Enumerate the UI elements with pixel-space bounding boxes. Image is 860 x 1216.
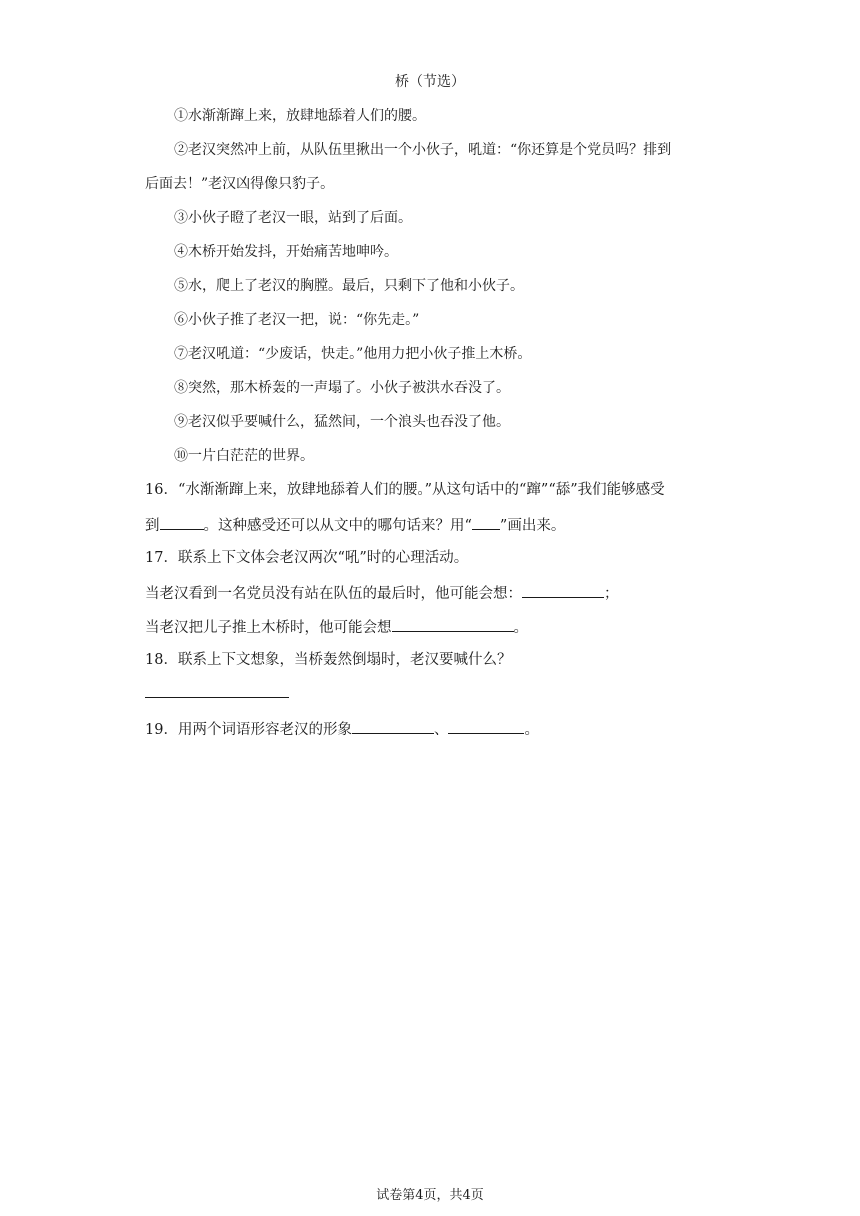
paragraph-6: ⑥小伙子推了老汉一把，说：“你先走。”: [174, 312, 420, 328]
question-19: [145, 719, 539, 739]
paragraph-2: ②老汉突然冲上前，从队伍里揪出一个小伙子，吼道：“你还算是个党员吗？排到: [174, 142, 672, 158]
question-18: 18．联系上下文想象，当桥轰然倒塌时，老汉要喊什么？: [145, 652, 512, 668]
answer-blank-19a[interactable]: [352, 719, 434, 734]
paragraph-3: ③小伙子瞪了老汉一眼，站到了后面。: [174, 210, 412, 226]
question-19-text-c: 。: [524, 722, 539, 738]
question-16-text-a: 到: [145, 518, 160, 534]
question-17-text-a: 当老汉看到一名党员没有站在队伍的最后时，他可能会想：: [145, 586, 522, 602]
question-19-text-a: 19．用两个词语形容老汉的形象: [145, 722, 352, 738]
paragraph-5: ⑤水，爬上了老汉的胸膛。最后，只剩下了他和小伙子。: [174, 278, 524, 294]
paragraph-2-continued: 后面去！”老汉凶得像只豹子。: [145, 176, 335, 192]
paragraph-8: ⑧突然，那木桥轰的一声塌了。小伙子被洪水吞没了。: [174, 380, 510, 396]
question-16-line1: 16．“水渐渐蹿上来，放肆地舔着人们的腰。”从这句话中的“蹿”“舔”我们能够感受: [145, 482, 665, 498]
question-17-title: 17．联系上下文体会老汉两次“吼”时的心理活动。: [145, 550, 469, 566]
answer-blank-16b[interactable]: [472, 515, 500, 530]
page-footer: 试卷第4页，共4页: [376, 1188, 484, 1203]
answer-blank-19b[interactable]: [448, 719, 524, 734]
question-19-text-b: 、: [433, 722, 449, 738]
question-17-text-c: 当老汉把儿子推上木桥时，他可能会想: [145, 620, 392, 636]
question-17-text-b: ；: [604, 586, 619, 602]
question-16-text-b: 。这种感受还可以从文中的哪句话来？用“: [203, 518, 472, 534]
question-17-line2: [145, 617, 528, 637]
paragraph-7: ⑦老汉吼道：“少废话，快走。”他用力把小伙子推上木桥。: [174, 346, 532, 362]
passage-title: 桥（节选）: [395, 74, 465, 90]
paragraph-1: ①水渐渐蹿上来，放肆地舔着人们的腰。: [174, 108, 426, 124]
question-16-line2: [145, 515, 565, 535]
answer-blank-17a[interactable]: [522, 583, 604, 598]
answer-blank-16a[interactable]: [160, 515, 204, 530]
question-16-text-c: ”画出来。: [499, 518, 566, 534]
paragraph-4: ④木桥开始发抖，开始痛苦地呻吟。: [174, 244, 398, 260]
answer-blank-17b[interactable]: [392, 617, 514, 632]
question-17-text-d: 。: [513, 620, 528, 636]
answer-line-18[interactable]: [145, 697, 289, 698]
question-17-line1: [145, 583, 619, 603]
paragraph-10: ⑩一片白茫茫的世界。: [174, 448, 314, 464]
paragraph-9: ⑨老汉似乎要喊什么，猛然间，一个浪头也吞没了他。: [174, 414, 510, 430]
